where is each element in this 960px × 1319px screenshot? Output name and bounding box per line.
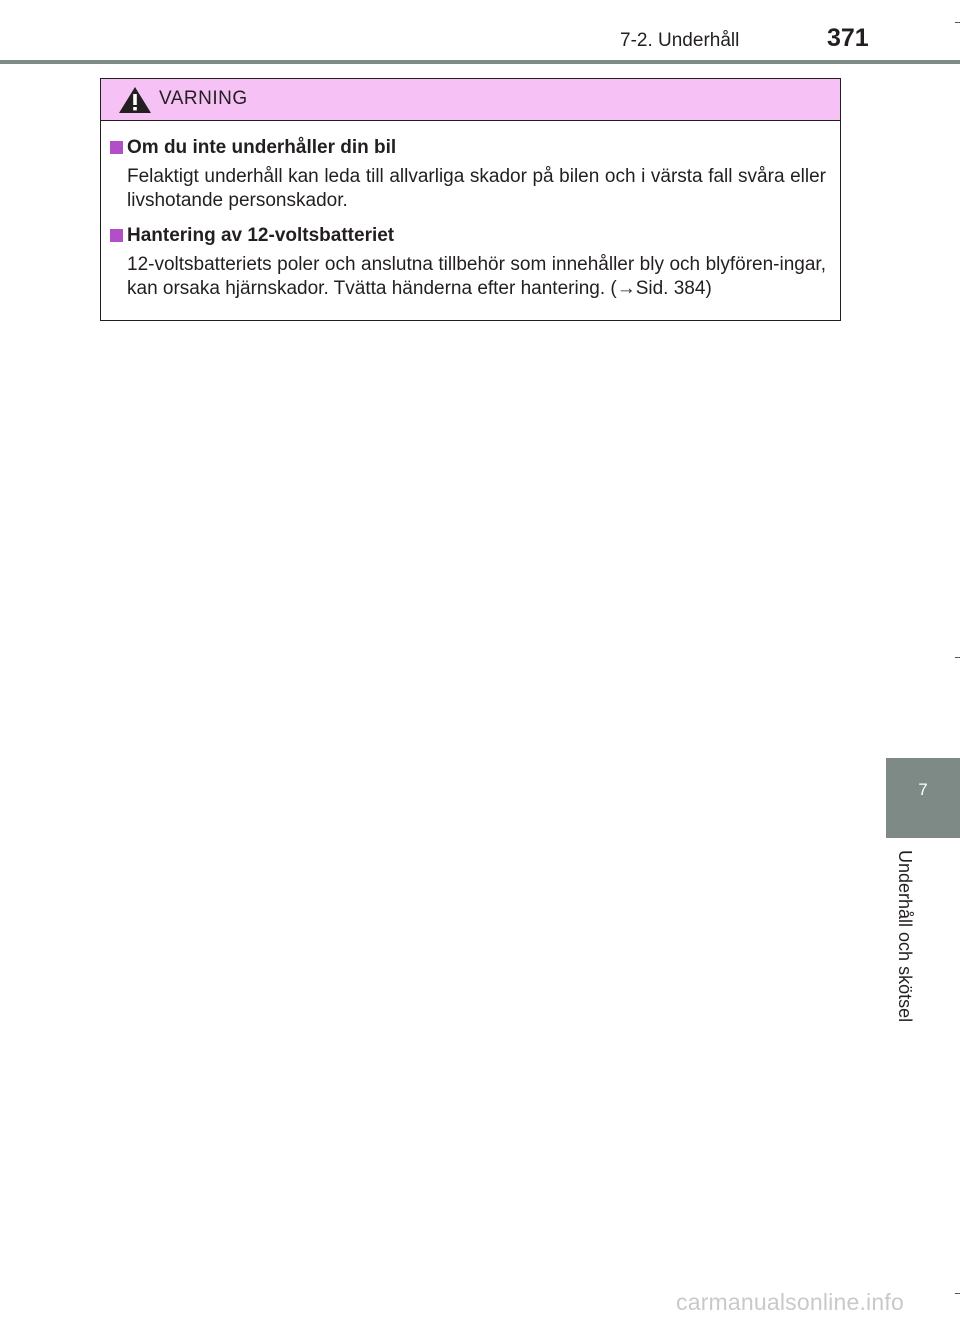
chapter-number: 7: [918, 780, 928, 799]
warning-item-heading-text: Om du inte underhåller din bil: [127, 137, 397, 158]
warning-box: [100, 78, 841, 321]
warning-item-heading-text: Hantering av 12-voltsbatteriet: [127, 225, 395, 246]
crop-mark: [955, 22, 960, 23]
warning-item-heading: [101, 223, 840, 249]
warning-item-body: 12-voltsbatteriets poler och anslutna tillbehör som innehåller bly och blyfören-ingar, kan orsaka hjärnskador. Tvätta händerna efter hantering. (→Sid. 384): [127, 254, 826, 299]
square-bullet-icon: [110, 229, 123, 242]
chapter-tab: [886, 758, 960, 838]
crop-mark: [955, 1293, 960, 1294]
warning-item: [101, 135, 840, 213]
footer-watermark: carmanualsonline.info: [676, 1289, 904, 1315]
header-rule: [0, 60, 960, 64]
warning-items: [101, 135, 840, 311]
warning-title: VARNING: [159, 88, 248, 109]
header-section-title: 7-2. Underhåll: [620, 30, 740, 51]
warning-item: [101, 223, 840, 301]
square-bullet-icon: [110, 141, 123, 154]
chapter-title: Underhåll och skötsel: [895, 850, 915, 1023]
warning-triangle-icon: [118, 86, 152, 114]
page-number: 371: [827, 24, 869, 52]
warning-header: [101, 79, 840, 121]
crop-mark: [955, 657, 960, 658]
warning-item-heading: [101, 135, 840, 161]
warning-item-body: Felaktigt underhåll kan leda till allvarliga skador på bilen och i värsta fall svåra eller livshotande personskador.: [127, 166, 826, 211]
